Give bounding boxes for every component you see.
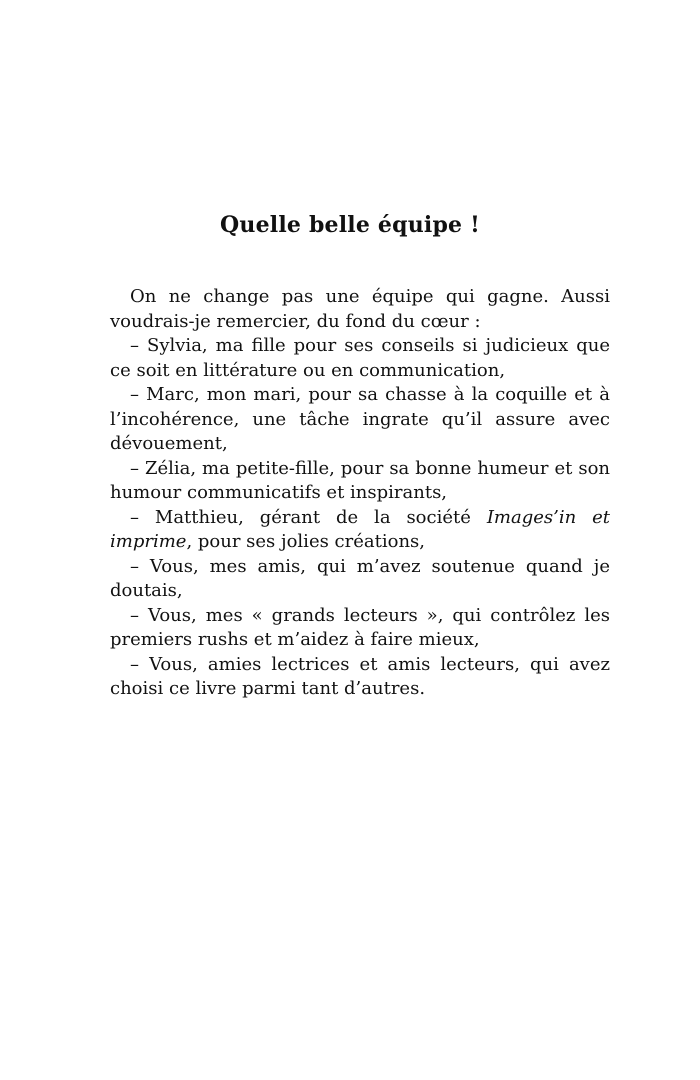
thanks-item-marc: – Marc, mon mari, pour sa chasse à la coquille et à l’incohérence, une tâche ingrate qu’il assure avec dévouement, xyxy=(110,384,610,454)
acknowledgements-text xyxy=(110,285,610,702)
thanks-item-readers-panel: – Vous, mes « grands lecteurs », qui contrôlez les premiers rushs et m’aidez à faire mieux, xyxy=(110,604,610,650)
thanks-item-readers: – Vous, amies lectrices et amis lecteurs, qui avez choisi ce livre parmi tant d’autres. xyxy=(110,653,610,699)
thanks-item-matthieu xyxy=(110,506,610,555)
intro-paragraph: On ne change pas une équipe qui gagne. Aussi voudrais-je remercier, du fond du cœur : xyxy=(110,286,610,332)
thanks-item-sylvia: – Sylvia, ma fille pour ses conseils si judicieux que ce soit en littérature ou en communication, xyxy=(110,335,610,381)
thanks-item-matthieu-after: , pour ses jolies créations, xyxy=(186,531,425,552)
thanks-item-matthieu-before: – Matthieu, gérant de la société xyxy=(130,506,487,528)
thanks-item-friends: – Vous, mes amis, qui m’avez soutenue quand je doutais, xyxy=(110,555,610,601)
page-title: Quelle belle équipe ! xyxy=(220,212,480,238)
company-name: Images’in et imprime xyxy=(110,506,610,552)
thanks-item-zelia: – Zélia, ma petite-fille, pour sa bonne humeur et son humour communicatifs et inspirants, xyxy=(110,457,610,503)
